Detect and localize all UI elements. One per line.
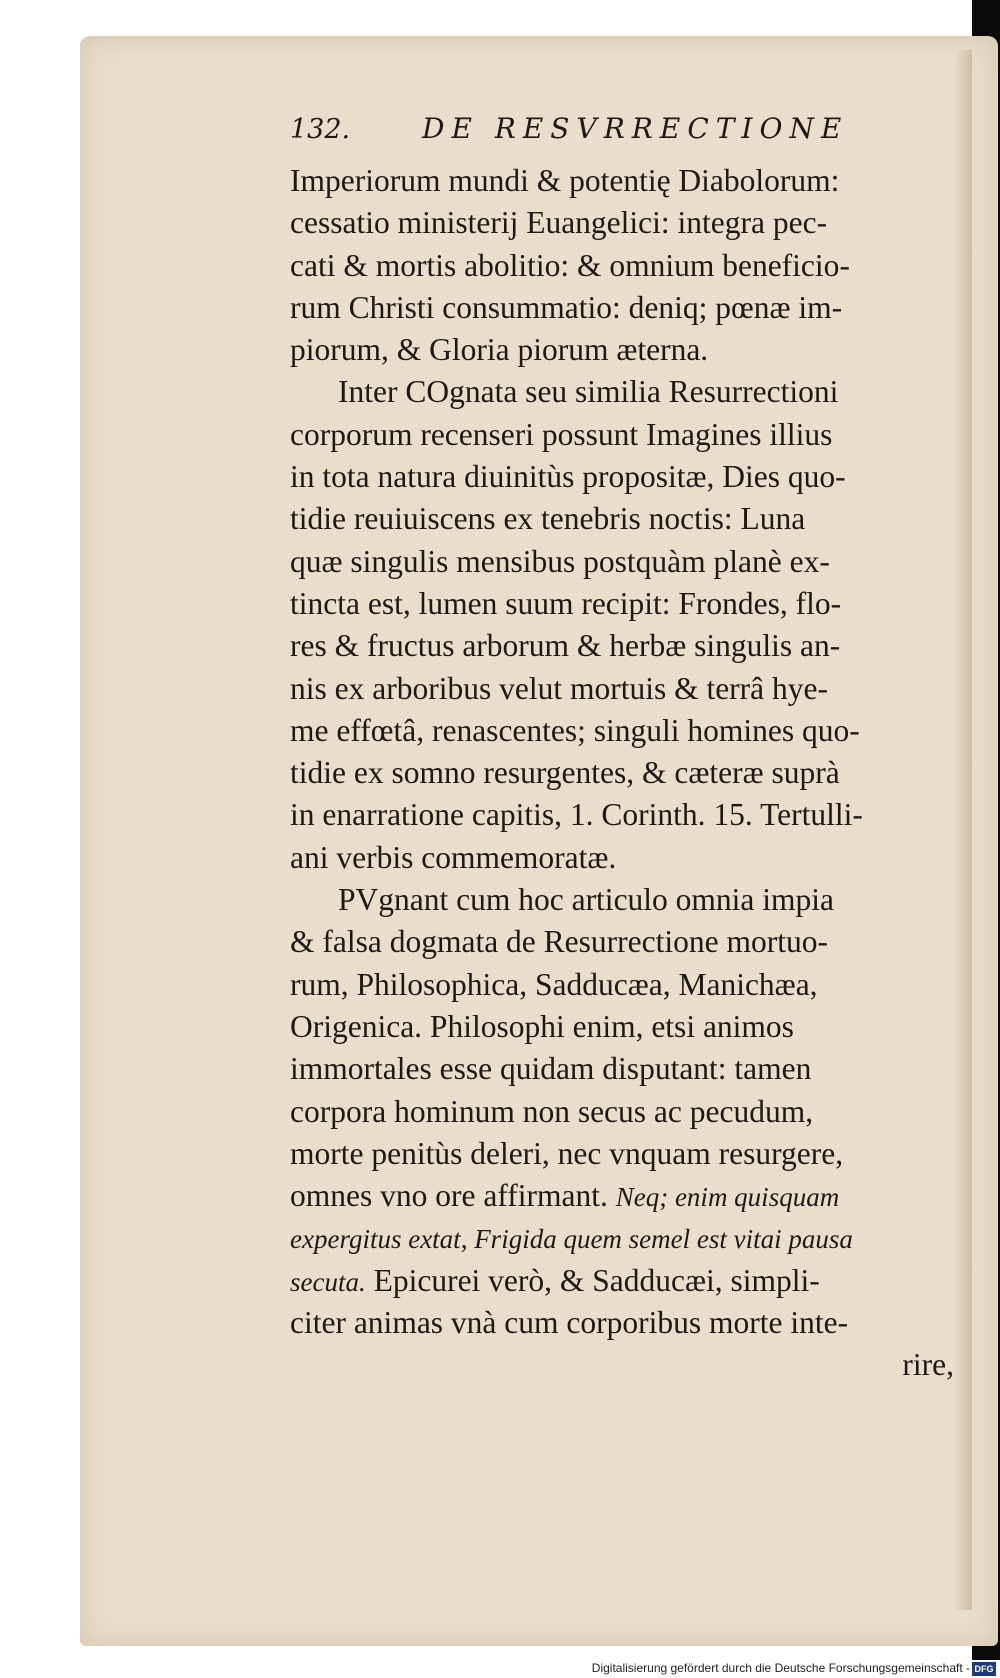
text-line: tidie reuiuiscens ex tenebris noctis: Luna [290,501,806,537]
text-line: immortales esse quidam disputant: tamen [290,1051,812,1087]
catchword-line [290,1344,960,1386]
scan-top-margin [0,0,1000,40]
text-line: in enarratione capitis, 1. Corinth. 15. Tertulli- [290,797,863,833]
page-body [290,160,960,1387]
dfg-logo: DFG [972,1662,996,1676]
running-head: DE RESVRRECTIONE [422,112,849,145]
catchword: rire, [902,1347,954,1383]
text-line: omnes vno ore affirmant. Neq; enim quisquam [290,1178,840,1214]
text-line: rum Christi consummatio: deniq; pœnæ im- [290,289,843,325]
footer-credit: Digitalisierung gefördert durch die Deutsche Forschungsgemeinschaft - [591,1661,970,1675]
text-line: secuta. Epicurei verò, & Sadducæi, simpli- [290,1262,820,1298]
text-line: tincta est, lumen suum recipit: Frondes, flo- [290,585,842,621]
text-line: nis ex arboribus velut mortuis & terrâ hye- [290,670,828,706]
text-line: quæ singulis mensibus postquàm planè ex- [290,543,830,579]
text-line: rum, Philosophica, Sadducæa, Manichæa, [290,966,818,1002]
italic-quotation: Neq; enim quisquam [615,1182,840,1213]
digitization-footer [0,1660,1000,1678]
text-line: cati & mortis abolitio: & omnium beneficio- [290,247,850,283]
text-line: cessatio ministerij Euangelici: integra pec- [290,205,828,241]
paragraph-start-line: Inter COgnata seu similia Resurrectioni [338,374,839,410]
text-line: morte penitùs deleri, nec vnquam resurgere, [290,1135,844,1171]
text-line: res & fructus arborum & herbæ singulis an- [290,628,841,664]
text-line: piorum, & Gloria piorum æterna. [290,332,709,368]
text-line: & falsa dogmata de Resurrectione mortuo- [290,924,828,960]
page-header [290,112,910,152]
text-line: citer animas vnà cum corporibus morte inte- [290,1305,849,1341]
italic-quotation: expergitus extat, Frigida quem semel est vitai pausa [290,1224,853,1255]
text-line: corporum recenseri possunt Imagines illius [290,416,833,452]
text-line: Imperiorum mundi & potentię Diabolorum: [290,163,840,198]
text-line: corpora hominum non secus ac pecudum, [290,1093,814,1129]
paragraph-start-line: PVgnant cum hoc articulo omnia impia [338,882,835,918]
page-number: 132. [290,114,351,145]
text-line: me effœtâ, renascentes; singuli homines quo- [290,712,860,748]
text-line: Origenica. Philosophi enim, etsi animos [290,1008,794,1044]
italic-quotation: secuta. [290,1266,366,1297]
text-line [290,1217,960,1259]
text-line: in tota natura diuinitùs propositæ, Dies quo- [290,459,846,495]
text-line: tidie ex somno resurgentes, & cæteræ suprà [290,755,840,791]
text-line: ani verbis commemoratæ. [290,839,617,875]
